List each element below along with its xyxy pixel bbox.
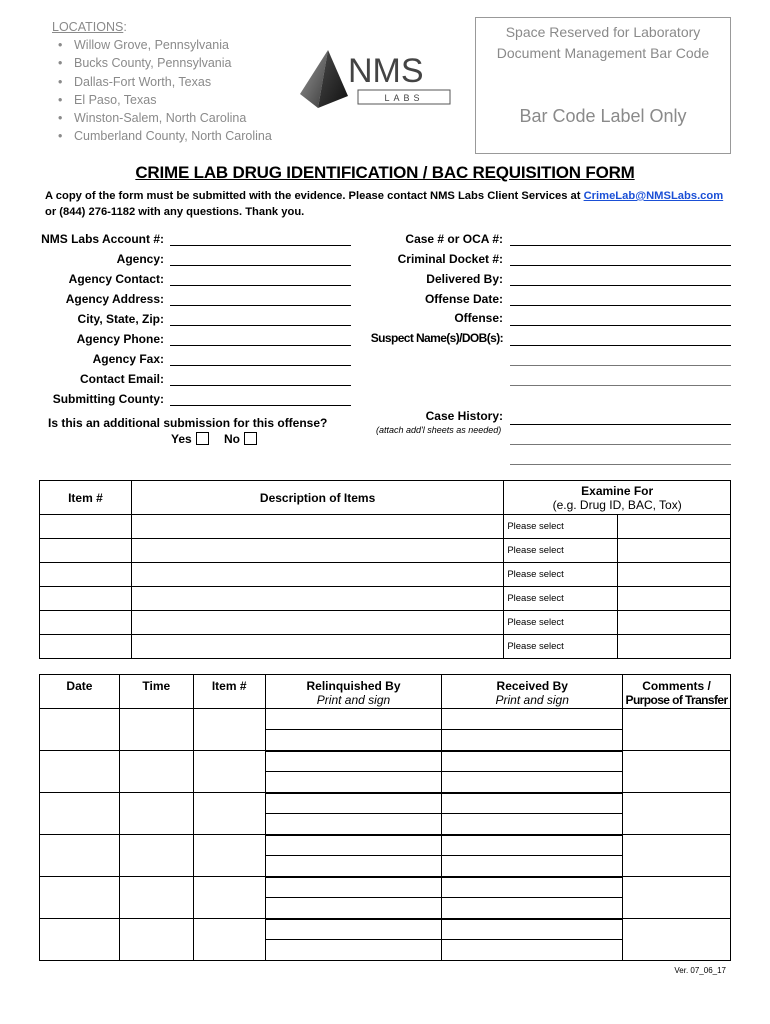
relinquished-sign-cell[interactable] bbox=[265, 898, 442, 919]
relinquished-sign-cell[interactable] bbox=[265, 940, 442, 961]
field-criminal-docket[interactable] bbox=[510, 265, 731, 266]
field-agency-fax[interactable] bbox=[170, 365, 351, 366]
chain-of-custody-table bbox=[39, 674, 731, 961]
received-sign-cell[interactable] bbox=[442, 772, 623, 793]
relinquished-sub: Print and sign bbox=[316, 693, 391, 707]
location-item: • Winston-Salem, North Carolina bbox=[58, 109, 272, 127]
comments-cell[interactable] bbox=[623, 877, 731, 919]
table-row bbox=[40, 539, 731, 563]
label-case-oca: Case # or OCA #: bbox=[405, 232, 503, 246]
relinquished-print-cell[interactable] bbox=[265, 751, 442, 772]
relinquished-label: Relinquished By bbox=[306, 679, 401, 693]
no-option[interactable] bbox=[224, 432, 257, 446]
barcode-line2: Document Management Bar Code bbox=[496, 45, 710, 61]
comments-sub: Purpose of Transfer bbox=[625, 693, 728, 707]
label-city-state-zip: City, State, Zip: bbox=[77, 312, 164, 326]
examine-select[interactable]: Please select bbox=[504, 587, 618, 611]
location-item: • Dallas-Fort Worth, Texas bbox=[58, 73, 272, 91]
item-cell[interactable] bbox=[193, 835, 265, 877]
description-cell[interactable] bbox=[131, 611, 503, 635]
field-suspect-line-2[interactable] bbox=[510, 365, 731, 366]
examine-for-sub: (e.g. Drug ID, BAC, Tox) bbox=[552, 497, 682, 512]
table-row bbox=[40, 587, 731, 611]
case-history-note: (attach add'l sheets as needed) bbox=[376, 425, 502, 435]
table-row bbox=[40, 793, 731, 814]
label-suspect-names: Suspect Name(s)/DOB(s): bbox=[370, 331, 503, 345]
table-row bbox=[40, 515, 731, 539]
received-print-cell[interactable] bbox=[442, 709, 623, 730]
date-cell[interactable] bbox=[40, 751, 120, 793]
item-cell[interactable] bbox=[193, 751, 265, 793]
description-cell[interactable] bbox=[131, 635, 503, 659]
table-row bbox=[40, 751, 731, 772]
received-sign-cell[interactable] bbox=[442, 898, 623, 919]
relinquished-sign-cell[interactable] bbox=[265, 814, 442, 835]
table-row bbox=[40, 709, 731, 730]
comments-cell[interactable] bbox=[623, 751, 731, 793]
examine-extra-cell[interactable] bbox=[618, 563, 731, 587]
relinquished-print-cell[interactable] bbox=[265, 835, 442, 856]
examine-select[interactable]: Please select bbox=[504, 611, 618, 635]
comments-cell[interactable] bbox=[623, 835, 731, 877]
item-cell[interactable] bbox=[193, 877, 265, 919]
header-examine-for bbox=[504, 481, 731, 515]
time-cell[interactable] bbox=[119, 835, 193, 877]
field-delivered-by[interactable] bbox=[510, 285, 731, 286]
comments-cell[interactable] bbox=[623, 919, 731, 961]
yes-label: Yes bbox=[171, 432, 192, 446]
examine-extra-cell[interactable] bbox=[618, 539, 731, 563]
intro-after: or (844) 276-1182 with any questions. Thank you. bbox=[45, 206, 305, 218]
label-nms-account: NMS Labs Account #: bbox=[41, 232, 164, 246]
received-print-cell[interactable] bbox=[442, 793, 623, 814]
label-offense: Offense: bbox=[454, 311, 503, 325]
relinquished-sign-cell[interactable] bbox=[265, 730, 442, 751]
relinquished-sign-cell[interactable] bbox=[265, 772, 442, 793]
table-row bbox=[40, 835, 731, 856]
barcode-label-only: Bar Code Label Only bbox=[519, 106, 687, 126]
received-print-cell[interactable] bbox=[442, 877, 623, 898]
field-agency-phone[interactable] bbox=[170, 345, 351, 346]
relinquished-sign-cell[interactable] bbox=[265, 856, 442, 877]
item-number-cell[interactable] bbox=[40, 563, 132, 587]
relinquished-print-cell[interactable] bbox=[265, 709, 442, 730]
description-cell[interactable] bbox=[131, 563, 503, 587]
items-table-header bbox=[40, 481, 731, 515]
locations-title: LOCATIONS bbox=[52, 20, 124, 34]
field-nms-account[interactable] bbox=[170, 245, 351, 246]
received-sub: Print and sign bbox=[495, 693, 569, 707]
header-comments bbox=[623, 675, 731, 709]
coc-table-header bbox=[40, 675, 731, 709]
date-cell[interactable] bbox=[40, 709, 120, 751]
item-cell[interactable] bbox=[193, 793, 265, 835]
received-print-cell[interactable] bbox=[442, 835, 623, 856]
received-sign-cell[interactable] bbox=[442, 940, 623, 961]
additional-submission-question: Is this an additional submission for this offense? bbox=[48, 416, 328, 430]
field-contact-email[interactable] bbox=[170, 385, 351, 386]
client-services-email-link[interactable]: CrimeLab@NMSLabs.com bbox=[583, 190, 724, 202]
barcode-reserved-box bbox=[475, 17, 731, 154]
version-label: Ver. 07_06_17 bbox=[674, 966, 726, 975]
locations-list bbox=[58, 36, 272, 145]
examine-select[interactable]: Please select bbox=[504, 635, 618, 659]
table-row bbox=[40, 919, 731, 940]
form-intro bbox=[45, 188, 735, 220]
examine-for-label: Examine For bbox=[581, 483, 654, 498]
nms-labs-logo bbox=[296, 48, 456, 112]
field-case-history-line-1[interactable] bbox=[510, 424, 731, 425]
field-agency-contact[interactable] bbox=[170, 285, 351, 286]
field-submitting-county[interactable] bbox=[170, 405, 351, 406]
examine-select[interactable]: Please select bbox=[504, 563, 618, 587]
field-case-oca[interactable] bbox=[510, 245, 731, 246]
table-row bbox=[40, 635, 731, 659]
examine-extra-cell[interactable] bbox=[618, 635, 731, 659]
item-number-cell[interactable] bbox=[40, 539, 132, 563]
form-title: CRIME LAB DRUG IDENTIFICATION / BAC REQUISITION FORM bbox=[135, 163, 635, 182]
intro-text: A copy of the form must be submitted with the evidence. Please contact NMS Labs Client Services at bbox=[45, 190, 584, 202]
date-cell[interactable] bbox=[40, 919, 120, 961]
item-number-cell[interactable] bbox=[40, 587, 132, 611]
items-table bbox=[39, 480, 731, 659]
locations-block: LOCATIONS: • Willow Grove, Pennsylvania • Bucks County, Pennsylvania • Dallas-Fort Worth, Texas • El Paso, Texas • Winston-Salem, North Carolina • Cumberland County, North Carolina bbox=[52, 18, 272, 145]
barcode-line1: Space Reserved for Laboratory bbox=[505, 24, 701, 40]
field-suspect-line-3[interactable] bbox=[510, 385, 731, 386]
header-item-number: Item # bbox=[193, 675, 265, 709]
field-agency[interactable] bbox=[170, 265, 351, 266]
description-cell[interactable] bbox=[131, 515, 503, 539]
examine-extra-cell[interactable] bbox=[618, 515, 731, 539]
logo-sub: LABS bbox=[384, 93, 424, 103]
location-item: • Bucks County, Pennsylvania bbox=[58, 54, 272, 72]
date-cell[interactable] bbox=[40, 835, 120, 877]
label-offense-date: Offense Date: bbox=[424, 292, 503, 306]
header-received-by bbox=[442, 675, 623, 709]
yes-checkbox[interactable] bbox=[196, 432, 209, 445]
time-cell[interactable] bbox=[119, 793, 193, 835]
item-number-cell[interactable] bbox=[40, 635, 132, 659]
header-relinquished-by bbox=[265, 675, 442, 709]
field-agency-address[interactable] bbox=[170, 305, 351, 306]
label-agency-phone: Agency Phone: bbox=[76, 332, 164, 346]
header-description: Description of Items bbox=[131, 481, 503, 515]
label-agency: Agency: bbox=[116, 252, 164, 266]
received-label: Received By bbox=[496, 679, 568, 693]
comments-cell[interactable] bbox=[623, 709, 731, 751]
received-sign-cell[interactable] bbox=[442, 730, 623, 751]
received-print-cell[interactable] bbox=[442, 751, 623, 772]
time-cell[interactable] bbox=[119, 709, 193, 751]
relinquished-print-cell[interactable] bbox=[265, 877, 442, 898]
label-contact-email: Contact Email: bbox=[79, 372, 164, 386]
label-agency-contact: Agency Contact: bbox=[68, 272, 164, 286]
field-case-history-line-2[interactable] bbox=[510, 444, 731, 445]
header-time: Time bbox=[119, 675, 193, 709]
field-suspect-line-1[interactable] bbox=[510, 345, 731, 346]
item-cell[interactable] bbox=[193, 709, 265, 751]
no-checkbox[interactable] bbox=[244, 432, 257, 445]
comments-label: Comments / bbox=[642, 679, 711, 693]
relinquished-print-cell[interactable] bbox=[265, 793, 442, 814]
examine-extra-cell[interactable] bbox=[618, 587, 731, 611]
date-cell[interactable] bbox=[40, 793, 120, 835]
label-submitting-county: Submitting County: bbox=[52, 392, 164, 406]
time-cell[interactable] bbox=[119, 877, 193, 919]
examine-extra-cell[interactable] bbox=[618, 611, 731, 635]
label-agency-address: Agency Address: bbox=[65, 292, 164, 306]
item-number-cell[interactable] bbox=[40, 515, 132, 539]
examine-select[interactable]: Please select bbox=[504, 539, 618, 563]
description-cell[interactable] bbox=[131, 539, 503, 563]
logo-name: NMS bbox=[348, 52, 424, 90]
time-cell[interactable] bbox=[119, 751, 193, 793]
table-row bbox=[40, 877, 731, 898]
label-agency-fax: Agency Fax: bbox=[92, 352, 164, 366]
received-print-cell[interactable] bbox=[442, 919, 623, 940]
label-criminal-docket: Criminal Docket #: bbox=[397, 252, 503, 266]
examine-select[interactable]: Please select bbox=[504, 515, 618, 539]
header-date: Date bbox=[40, 675, 120, 709]
field-offense-date[interactable] bbox=[510, 305, 731, 306]
label-delivered-by: Delivered By: bbox=[426, 272, 503, 286]
field-city-state-zip[interactable] bbox=[170, 325, 351, 326]
description-cell[interactable] bbox=[131, 587, 503, 611]
location-item: • Cumberland County, North Carolina bbox=[58, 127, 272, 145]
relinquished-print-cell[interactable] bbox=[265, 919, 442, 940]
item-number-cell[interactable] bbox=[40, 611, 132, 635]
table-row bbox=[40, 563, 731, 587]
received-sign-cell[interactable] bbox=[442, 856, 623, 877]
location-item: • Willow Grove, Pennsylvania bbox=[58, 36, 272, 54]
label-case-history: Case History: bbox=[425, 409, 503, 423]
table-row bbox=[40, 611, 731, 635]
received-sign-cell[interactable] bbox=[442, 814, 623, 835]
yes-option[interactable] bbox=[171, 432, 209, 446]
field-offense[interactable] bbox=[510, 325, 731, 326]
comments-cell[interactable] bbox=[623, 793, 731, 835]
location-item: • El Paso, Texas bbox=[58, 91, 272, 109]
item-cell[interactable] bbox=[193, 919, 265, 961]
no-label: No bbox=[224, 432, 240, 446]
field-case-history-line-3[interactable] bbox=[510, 464, 731, 465]
time-cell[interactable] bbox=[119, 919, 193, 961]
date-cell[interactable] bbox=[40, 877, 120, 919]
header-item-number: Item # bbox=[40, 481, 132, 515]
